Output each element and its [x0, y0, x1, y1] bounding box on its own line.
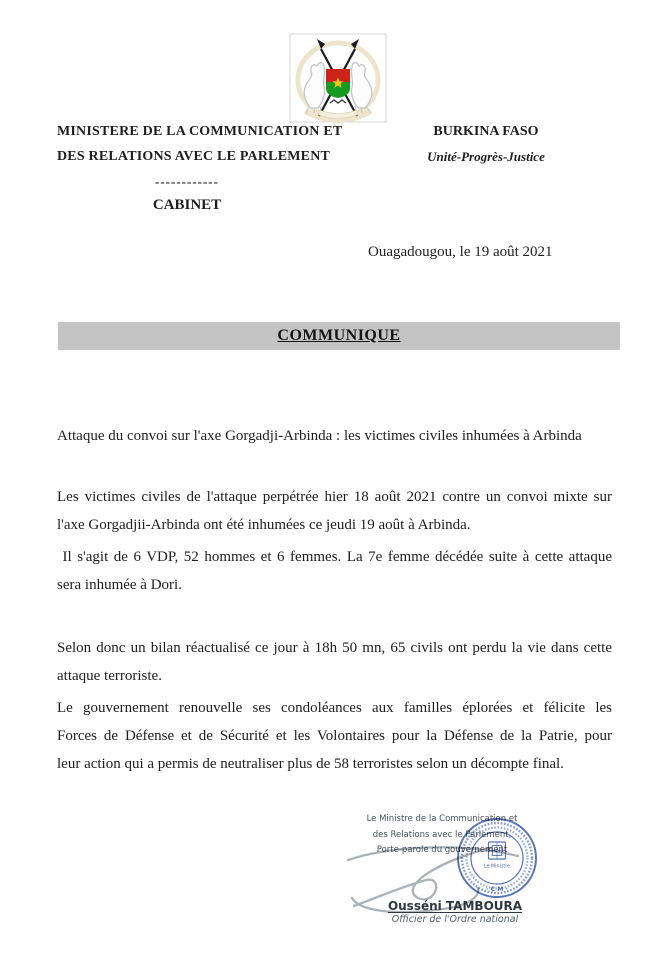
cabinet-label: CABINET [152, 197, 222, 213]
signatory-honor-title: Officier de l'Ordre national [391, 914, 519, 925]
paragraph-toll: Selon donc un bilan réactualisé ce jour à 18h 50 mn, 65 civils ont perdu la vie dans cette attaque terroriste. [57, 640, 612, 684]
ministry-name-line2: DES RELATIONS AVEC LE PARLEMENT [57, 149, 331, 164]
stamp-center-label: Le Ministre [483, 864, 511, 870]
paragraph-subject: Attaque du convoi sur l'axe Gorgadji-Arbinda : les victimes civiles inhumées à Arbinda [57, 428, 582, 444]
ministry-name-line1: MINISTERE DE LA COMMUNICATION ET [57, 124, 343, 139]
stamp-bottom-label: · C M · [486, 886, 508, 893]
paragraph-burial: Les victimes civiles de l'attaque perpétrée hier 18 août 2021 contre un convoi mixte sur l'axe Gorgadjii-Arbinda ont été inhumées ce jeudi 19 août à Arbinda. [57, 489, 612, 533]
burkina-faso-coat-of-arms-icon [289, 33, 387, 132]
communique-title-bar [58, 322, 620, 350]
communique-title: COMMUNIQUE [277, 327, 401, 344]
paragraph-condolences: Le gouvernement renouvelle ses condoléances aux familles éplorées et félicite les Forces de Défense et de Sécurité et les Volontaires pour la Défense de la Patrie, pour leur action qui a permis de neutraliser plus de 58 terroristes selon un décompte final. [57, 700, 612, 772]
national-motto: Unité-Progrès-Justice [427, 149, 545, 164]
country-name: BURKINA FASO [433, 124, 539, 139]
signatory-name: Ousséni TAMBOURA [387, 899, 523, 913]
paragraph-victims: Il s'agit de 6 VDP, 52 hommes et 6 femmes. La 7e femme décédée suite à cette attaque sera inhumée à Dori. [57, 549, 612, 593]
signatory-function-lines: Le Ministre de la Communication et des Relations avec le Parlement, Porte-parole du gouvernement [366, 814, 518, 855]
separator-dashes: ------------ [155, 174, 219, 189]
dateline: Ouagadougou, le 19 août 2021 [368, 244, 553, 260]
